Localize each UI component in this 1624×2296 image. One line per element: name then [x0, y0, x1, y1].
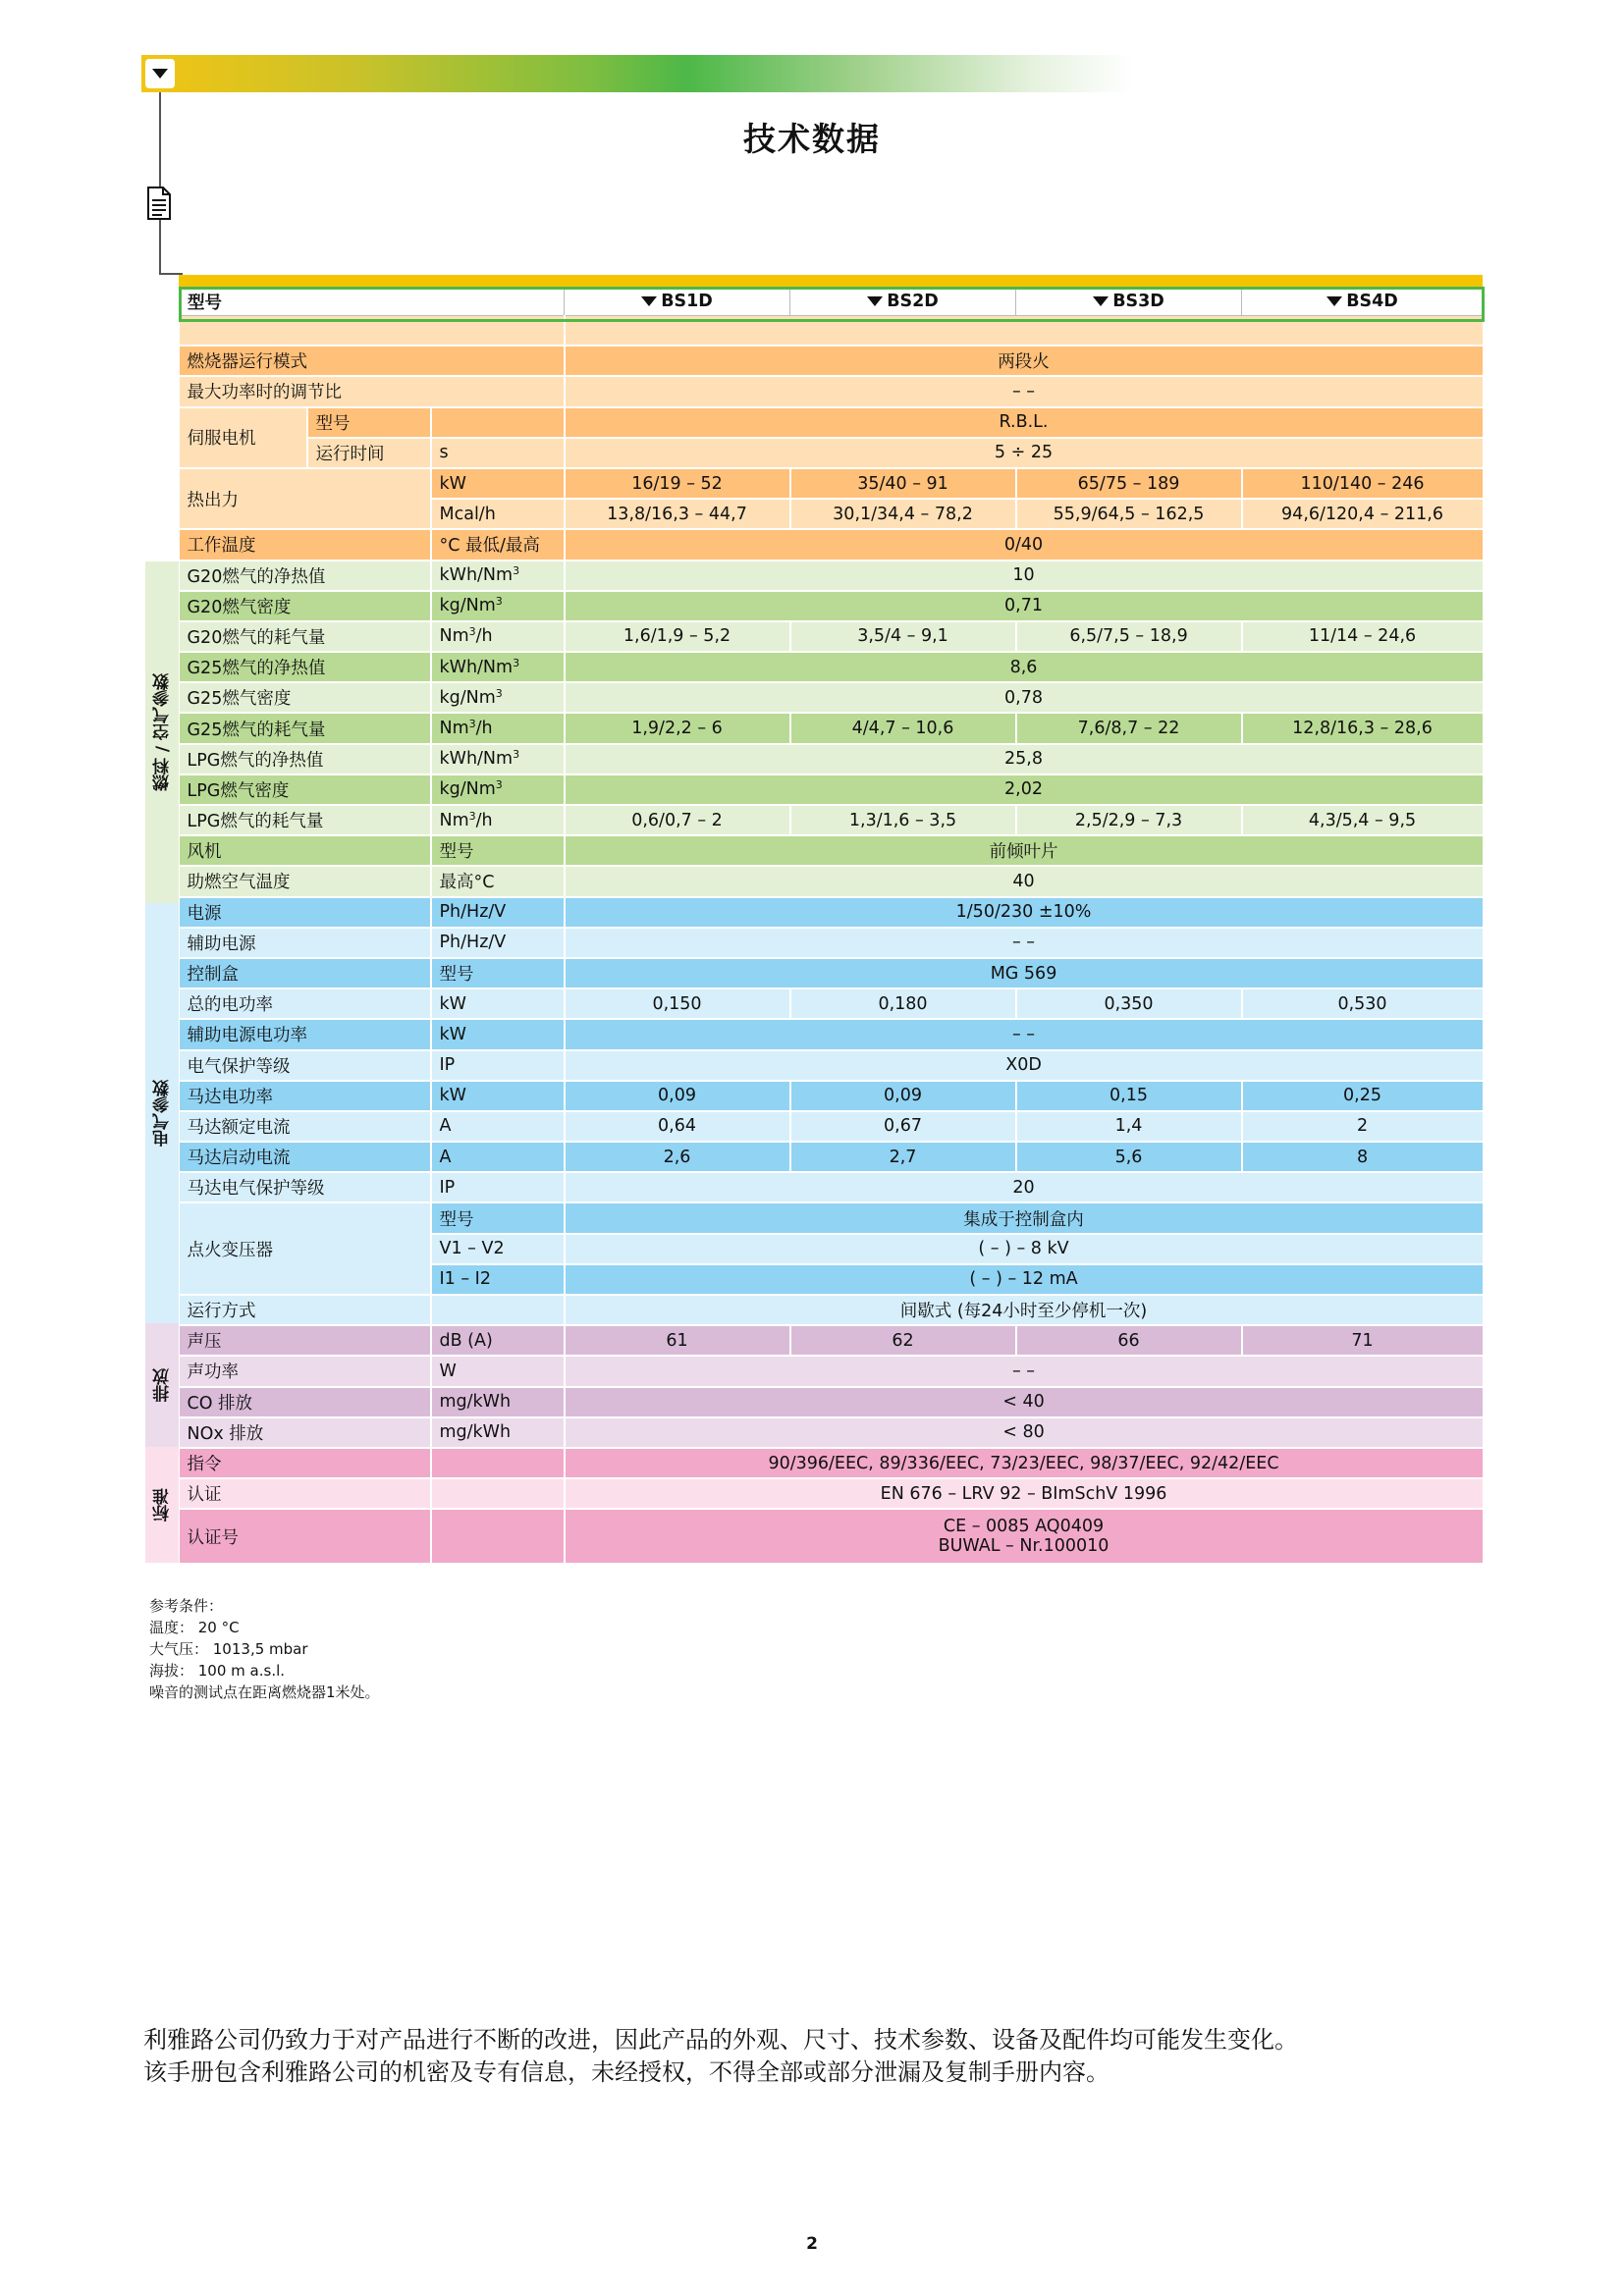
row-value: 两段火 [565, 346, 1484, 376]
table-row [180, 1019, 1484, 1049]
table-row [180, 1478, 1484, 1509]
cell: 110/140 – 246 [1242, 468, 1484, 499]
side-label-electrical: 电气参数 [145, 903, 179, 1323]
row-label: 马达电气保护等级 [180, 1172, 431, 1202]
cell: 0,180 [790, 988, 1016, 1019]
row-label: 马达额定电流 [180, 1111, 431, 1142]
row-unit [431, 1448, 565, 1478]
table-row [180, 1325, 1484, 1356]
row-label: 控制盒 [180, 958, 431, 988]
row-unit: Nm$^3$/h [431, 621, 565, 652]
cell: 30,1/34,4 – 78,2 [790, 499, 1016, 529]
row-value: – – [565, 1356, 1484, 1386]
note-line: 噪音的测试点在距离燃烧器1米处。 [149, 1683, 380, 1701]
row-unit [431, 1478, 565, 1509]
cell: 8 [1242, 1142, 1484, 1172]
row-unit: W [431, 1356, 565, 1386]
reference-notes [149, 1595, 380, 1703]
row-value: 8,6 [565, 652, 1484, 682]
table-row [180, 1448, 1484, 1478]
row-unit: IP [431, 1050, 565, 1081]
row-unit: Nm$^3$/h [431, 805, 565, 835]
footer-disclaimer [143, 2024, 1298, 2089]
table-row [180, 988, 1484, 1019]
row-unit: s [431, 438, 565, 468]
cell: 65/75 – 189 [1016, 468, 1242, 499]
header-gradient-bar [141, 55, 1133, 92]
table-top-accent [179, 275, 1483, 287]
cell: 1,4 [1016, 1111, 1242, 1142]
table-row [180, 1142, 1484, 1172]
row-label: 点火变压器 [180, 1202, 431, 1295]
table-row [180, 438, 1484, 468]
footer-line: 该手册包含利雅路公司的机密及专有信息，未经授权，不得全部或部分泄漏及复制手册内容。 [143, 2058, 1110, 2086]
model-header-label: 型号 [180, 288, 565, 316]
row-unit: kW [431, 1081, 565, 1111]
table-row [180, 1295, 1484, 1325]
cell: 0,530 [1242, 988, 1484, 1019]
row-value: 2,02 [565, 774, 1484, 805]
row-unit: kWh/Nm$^3$ [431, 652, 565, 682]
row-value: EN 676 – LRV 92 – BImSchV 1996 [565, 1478, 1484, 1509]
row-unit: 型号 [431, 835, 565, 866]
row-value: 0/40 [565, 529, 1484, 560]
row-value: ( – ) – 8 kV [565, 1234, 1484, 1264]
row-unit: kg/Nm$^3$ [431, 682, 565, 713]
row-value: – – [565, 1019, 1484, 1049]
table-row [180, 866, 1484, 896]
row-label: G20燃气的耗气量 [180, 621, 431, 652]
table-row [180, 682, 1484, 713]
row-unit [431, 407, 565, 438]
cell: 61 [565, 1325, 790, 1356]
table-row [180, 1417, 1484, 1448]
note-line: 温度： 20 °C [149, 1619, 240, 1636]
table-row [180, 407, 1484, 438]
table-row [180, 346, 1484, 376]
table-row-model [180, 288, 1484, 316]
cell: 0,15 [1016, 1081, 1242, 1111]
row-value: 90/396/EEC, 89/336/EEC, 73/23/EEC, 98/37/EEC, 92/42/EEC [565, 1448, 1484, 1478]
row-value: X0D [565, 1050, 1484, 1081]
row-unit: Ph/Hz/V [431, 897, 565, 928]
side-label-standards: 标准 [145, 1447, 179, 1563]
cell: 4/4,7 – 10,6 [790, 713, 1016, 743]
row-sub-label: 型号 [307, 407, 431, 438]
row-label: G25燃气的净热值 [180, 652, 431, 682]
row-unit: kW [431, 468, 565, 499]
table-row [180, 897, 1484, 928]
row-label: 认证 [180, 1478, 431, 1509]
table-row [180, 835, 1484, 866]
model-bs4d[interactable]: BS4D [1242, 288, 1484, 316]
row-unit: Ph/Hz/V [431, 928, 565, 958]
table-row [180, 1111, 1484, 1142]
row-value: < 80 [565, 1417, 1484, 1448]
cell: 66 [1016, 1325, 1242, 1356]
row-unit: Nm$^3$/h [431, 713, 565, 743]
spec-table [179, 287, 1485, 1565]
table-row [180, 621, 1484, 652]
row-unit: V1 – V2 [431, 1234, 565, 1264]
document-icon[interactable] [146, 187, 172, 220]
table-row [180, 561, 1484, 591]
dropdown-arrow-icon[interactable] [145, 59, 175, 88]
table-row [180, 1509, 1484, 1564]
row-label: 辅助电源 [180, 928, 431, 958]
table-row [180, 928, 1484, 958]
cell: 0,09 [790, 1081, 1016, 1111]
cell: 3,5/4 – 9,1 [790, 621, 1016, 652]
table-row [180, 744, 1484, 774]
row-unit: mg/kWh [431, 1387, 565, 1417]
row-label: 运行方式 [180, 1295, 431, 1325]
row-value: < 40 [565, 1387, 1484, 1417]
row-value: 0,78 [565, 682, 1484, 713]
row-unit: kW [431, 988, 565, 1019]
row-value: – – [565, 928, 1484, 958]
side-label-emissions: 排放 [145, 1323, 179, 1447]
cell: 0,25 [1242, 1081, 1484, 1111]
row-label: G20燃气密度 [180, 591, 431, 621]
note-line: 海拔： 100 m a.s.l. [149, 1662, 286, 1680]
row-value: 25,8 [565, 744, 1484, 774]
row-label: 马达启动电流 [180, 1142, 431, 1172]
cell: 2 [1242, 1111, 1484, 1142]
cell: 0,09 [565, 1081, 790, 1111]
table-row [180, 774, 1484, 805]
row-unit: dB (A) [431, 1325, 565, 1356]
note-line: 大气压： 1013,5 mbar [149, 1640, 308, 1658]
row-label: 工作温度 [180, 529, 431, 560]
arrow-icon [641, 296, 657, 306]
row-unit: 型号 [431, 958, 565, 988]
row-label: 马达电功率 [180, 1081, 431, 1111]
table-row [180, 468, 1484, 499]
cell: 2,6 [565, 1142, 790, 1172]
cell: 0,64 [565, 1111, 790, 1142]
note-line: 参考条件： [149, 1597, 224, 1615]
row-label: 风机 [180, 835, 431, 866]
cell: 5,6 [1016, 1142, 1242, 1172]
row-unit: Mcal/h [431, 499, 565, 529]
row-label: 热出力 [180, 468, 431, 529]
table-row [180, 376, 1484, 406]
row-unit: 型号 [431, 1202, 565, 1233]
row-value: 1/50/230 ±10% [565, 897, 1484, 928]
cell: 7,6/8,7 – 22 [1016, 713, 1242, 743]
row-unit: 最高°C [431, 866, 565, 896]
row-label: LPG燃气密度 [180, 774, 431, 805]
row-value: MG 569 [565, 958, 1484, 988]
row-unit: kWh/Nm$^3$ [431, 744, 565, 774]
row-label: 辅助电源电功率 [180, 1019, 431, 1049]
row-value: 集成于控制盒内 [565, 1202, 1484, 1233]
row-unit: kg/Nm$^3$ [431, 591, 565, 621]
row-label: 电源 [180, 897, 431, 928]
model-bs1d[interactable]: BS1D [565, 288, 790, 316]
cell: 11/14 – 24,6 [1242, 621, 1484, 652]
cell: 13,8/16,3 – 44,7 [565, 499, 790, 529]
row-label: CO 排放 [180, 1387, 431, 1417]
cell: 0,6/0,7 – 2 [565, 805, 790, 835]
cell: 0,67 [790, 1111, 1016, 1142]
cell: 0,350 [1016, 988, 1242, 1019]
cell: 4,3/5,4 – 9,5 [1242, 805, 1484, 835]
table-row [180, 958, 1484, 988]
row-unit: A [431, 1111, 565, 1142]
model-bs2d[interactable]: BS2D [790, 288, 1016, 316]
row-unit: kg/Nm$^3$ [431, 774, 565, 805]
row-unit: mg/kWh [431, 1417, 565, 1448]
table-row [180, 713, 1484, 743]
row-value: 间歇式 (每24小时至少停机一次) [565, 1295, 1484, 1325]
cell: 2,7 [790, 1142, 1016, 1172]
row-unit: A [431, 1142, 565, 1172]
row-label: 认证号 [180, 1509, 431, 1564]
arrow-icon [867, 296, 883, 306]
page-title: 技术数据 [743, 120, 881, 158]
model-bs3d[interactable]: BS3D [1016, 288, 1242, 316]
row-value: 前倾叶片 [565, 835, 1484, 866]
table-row [180, 529, 1484, 560]
row-label: 最大功率时的调节比 [180, 376, 565, 406]
table-row [180, 591, 1484, 621]
row-sub-label: 运行时间 [307, 438, 431, 468]
cell: 1,6/1,9 – 5,2 [565, 621, 790, 652]
row-label: 指令 [180, 1448, 431, 1478]
cell: 71 [1242, 1325, 1484, 1356]
row-value [565, 1509, 1484, 1564]
table-row [180, 1081, 1484, 1111]
cell: 1,9/2,2 – 6 [565, 713, 790, 743]
row-unit: IP [431, 1172, 565, 1202]
row-unit: kW [431, 1019, 565, 1049]
table-row [180, 1172, 1484, 1202]
row-label: 伺服电机 [180, 407, 307, 468]
cell: 62 [790, 1325, 1016, 1356]
row-label: G25燃气的耗气量 [180, 713, 431, 743]
table-row-spacer [180, 316, 1484, 347]
row-value: 40 [565, 866, 1484, 896]
cell: 12,8/16,3 – 28,6 [1242, 713, 1484, 743]
row-label: LPG燃气的耗气量 [180, 805, 431, 835]
row-label: 助燃空气温度 [180, 866, 431, 896]
row-value: – – [565, 376, 1484, 406]
cell: 94,6/120,4 – 211,6 [1242, 499, 1484, 529]
row-unit: kWh/Nm$^3$ [431, 561, 565, 591]
cert-number-line-2: BUWAL – Nr.100010 [938, 1536, 1110, 1557]
row-label: G20燃气的净热值 [180, 561, 431, 591]
cell: 16/19 – 52 [565, 468, 790, 499]
row-label: 燃烧器运行模式 [180, 346, 565, 376]
row-value: R.B.L. [565, 407, 1484, 438]
table-row [180, 1202, 1484, 1233]
table-row [180, 652, 1484, 682]
row-label: 声功率 [180, 1356, 431, 1386]
row-label: 声压 [180, 1325, 431, 1356]
row-value: 5 ÷ 25 [565, 438, 1484, 468]
arrow-icon [1326, 296, 1342, 306]
cell: 55,9/64,5 – 162,5 [1016, 499, 1242, 529]
table-row [180, 805, 1484, 835]
cell: 1,3/1,6 – 3,5 [790, 805, 1016, 835]
cell: 35/40 – 91 [790, 468, 1016, 499]
row-label: 电气保护等级 [180, 1050, 431, 1081]
row-unit: I1 – I2 [431, 1264, 565, 1295]
cell: 2,5/2,9 – 7,3 [1016, 805, 1242, 835]
cert-number-line-1: CE – 0085 AQ0409 [943, 1517, 1105, 1537]
cell: 6,5/7,5 – 18,9 [1016, 621, 1242, 652]
row-label: LPG燃气的净热值 [180, 744, 431, 774]
row-label: NOx 排放 [180, 1417, 431, 1448]
row-unit [431, 1295, 565, 1325]
arrow-icon [1093, 296, 1109, 306]
row-label: G25燃气密度 [180, 682, 431, 713]
row-unit [431, 1509, 565, 1564]
side-label-fuel-air: 燃料 / 空气参数 [145, 561, 179, 903]
row-value: ( – ) – 12 mA [565, 1264, 1484, 1295]
row-value: 0,71 [565, 591, 1484, 621]
cell: 0,150 [565, 988, 790, 1019]
row-unit: °C 最低/最高 [431, 529, 565, 560]
page-number: 2 [806, 2234, 818, 2254]
row-label: 总的电功率 [180, 988, 431, 1019]
table-row [180, 1356, 1484, 1386]
table-row [180, 1387, 1484, 1417]
row-value: 10 [565, 561, 1484, 591]
table-row [180, 1050, 1484, 1081]
row-value: 20 [565, 1172, 1484, 1202]
footer-line: 利雅路公司仍致力于对产品进行不断的改进，因此产品的外观、尺寸、技术参数、设备及配件均可能发生变化。 [143, 2026, 1298, 2054]
